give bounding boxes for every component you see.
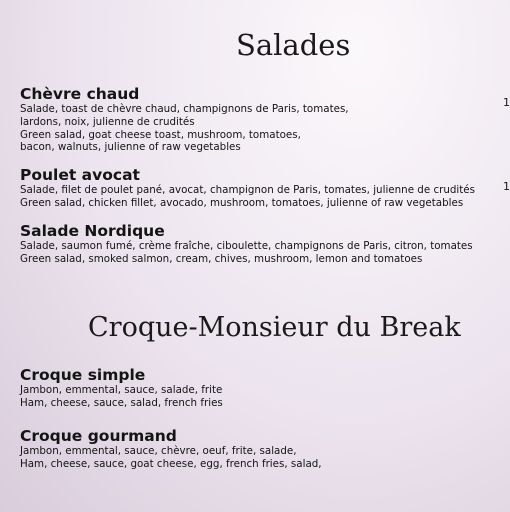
price-fragment: 1 xyxy=(503,180,510,193)
item-description-fr: lardons, noix, julienne de crudités xyxy=(20,115,195,128)
item-description-en: Green salad, goat cheese toast, mushroom, tomatoes, xyxy=(20,128,301,141)
section-title-croque-monsieur: Croque-Monsieur du Break xyxy=(88,312,461,343)
item-description-en: Ham, cheese, sauce, salad, french fries xyxy=(20,396,223,409)
item-description-fr: Salade, saumon fumé, crème fraîche, ciboulette, champignons de Paris, citron, tomates xyxy=(20,240,473,252)
menu-item-croque-gourmand xyxy=(20,427,506,471)
menu-item-croque-simple xyxy=(20,366,506,410)
item-name: Salade Nordique xyxy=(20,222,165,240)
item-name: Chèvre chaud xyxy=(20,85,140,103)
item-description-fr: Salade, toast de chèvre chaud, champignons de Paris, tomates, xyxy=(20,103,349,115)
item-description-en: Ham, cheese, sauce, goat cheese, egg, french fries, salad, xyxy=(20,457,322,470)
menu-item-salade-nordique xyxy=(20,222,506,266)
item-description-fr: Jambon, emmental, sauce, salade, frite xyxy=(20,384,223,396)
item-name: Croque simple xyxy=(20,366,146,384)
price-fragment: 1 xyxy=(503,96,510,109)
item-description-fr: Jambon, emmental, sauce, chèvre, oeuf, frite, salade, xyxy=(20,445,297,457)
menu-item-chevre-chaud xyxy=(20,85,506,154)
section-title-salades: Salades xyxy=(236,28,351,62)
item-description-fr: Salade, filet de poulet pané, avocat, champignon de Paris, tomates, julienne de crudités xyxy=(20,184,476,196)
item-description-en: bacon, walnuts, julienne of raw vegetables xyxy=(20,141,241,154)
item-description-en: Green salad, chicken fillet, avocado, mushroom, tomatoes, julienne of raw vegetables xyxy=(20,196,464,209)
item-name: Poulet avocat xyxy=(20,166,140,184)
item-name: Croque gourmand xyxy=(20,427,177,445)
item-description-en: Green salad, smoked salmon, cream, chives, mushroom, lemon and tomatoes xyxy=(20,252,423,265)
menu-item-poulet-avocat xyxy=(20,166,506,210)
